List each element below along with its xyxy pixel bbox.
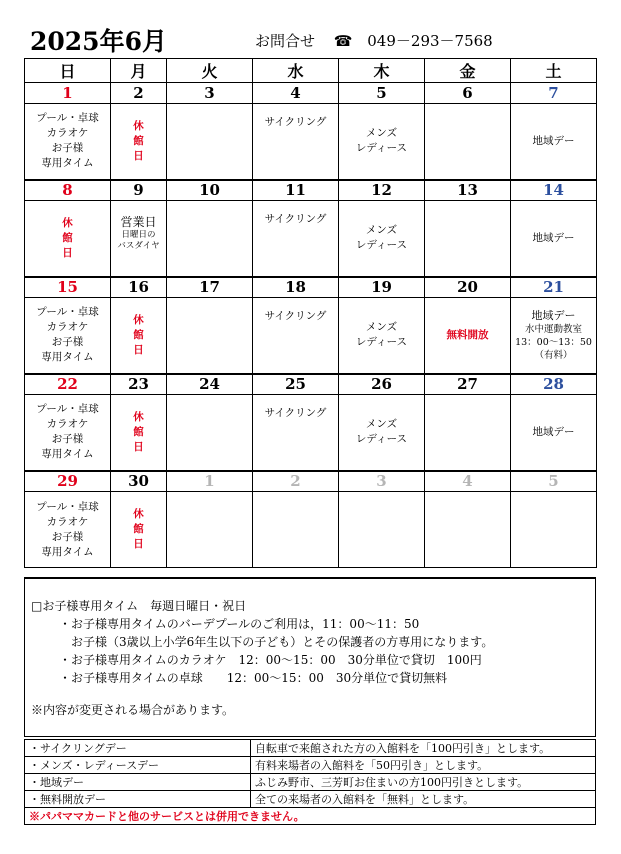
kids-time-cell: プール・卓球 カラオケ お子様 専用タイム [25,492,111,568]
date-cell: 10 [167,180,253,201]
local-day-cell: 地域デー [511,201,597,277]
free-open-cell: 無料開放 [425,298,511,374]
notes-line: ・お子様専用タイムのカラオケ 12：00～15：00 30分単位で貸切 100円 [59,653,482,667]
notes-section [24,577,596,737]
empty-cell [167,395,253,471]
calendar-table [24,58,597,568]
legend-name: ・メンズ・レディースデー [25,757,251,774]
weekday-sat: 土 [511,59,597,83]
date-cell: 23 [111,374,167,395]
date-cell: 21 [511,277,597,298]
event-row [25,201,597,277]
legend-name: ・無料開放デー [25,791,251,808]
local-day-cell: 地域デー 水中運動教室 13：00～13：50 （有料） [511,298,597,374]
date-row [25,180,597,201]
date-cell: 13 [425,180,511,201]
date-cell-next-month: 4 [425,471,511,492]
legend-desc: ふじみ野市、三芳町お住まいの方100円引きとします。 [251,774,596,791]
mens-ladies-cell: メンズ レディース [339,104,425,180]
cycling-cell: サイクリング [253,298,339,374]
legend-name: ・サイクリングデー [25,740,251,757]
notes-line: お子様（3歳以上小学6年生以下の子ども）とその保護者の方専用になります。 [71,635,494,649]
legend-desc: 自転車で来館された方の入館料を「100円引き」とします。 [251,740,596,757]
kids-time-cell: プール・卓球 カラオケ お子様 専用タイム [25,395,111,471]
footer-warning: ※パパママカードと他のサービスとは併用できません。 [25,808,596,825]
contact-info [255,30,493,51]
event-row [25,395,597,471]
closed-day-cell: 休 館 日 [25,201,111,277]
weekday-header-row [25,59,597,83]
closed-day-cell: 休 館 日 [111,492,167,568]
date-cell: 30 [111,471,167,492]
date-cell: 3 [167,83,253,104]
legend-row [25,740,596,757]
legend-desc: 有料来場者の入館料を「50円引き」とします。 [251,757,596,774]
empty-cell [167,492,253,568]
date-cell: 26 [339,374,425,395]
date-cell: 6 [425,83,511,104]
date-cell: 29 [25,471,111,492]
date-cell: 28 [511,374,597,395]
date-row [25,83,597,104]
change-notice: ※内容が変更される場合があります。 [31,703,235,717]
legend-desc: 全ての来場者の入館料を「無料」とします。 [251,791,596,808]
date-cell: 8 [25,180,111,201]
empty-cell [425,104,511,180]
legend-table [24,739,596,825]
phone-number: 049－293－7568 [367,32,493,50]
date-cell-next-month: 5 [511,471,597,492]
empty-cell [425,395,511,471]
mens-ladies-cell: メンズ レディース [339,298,425,374]
weekday-sun: 日 [25,59,111,83]
cycling-cell: サイクリング [253,395,339,471]
date-row [25,277,597,298]
empty-cell [425,492,511,568]
empty-cell [339,492,425,568]
page-header [30,22,600,58]
legend-row [25,757,596,774]
local-day-cell: 地域デー [511,395,597,471]
date-cell: 5 [339,83,425,104]
notes-line: ・お子様専用タイムの卓球 12：00～15：00 30分単位で貸切無料 [59,671,448,685]
date-row [25,471,597,492]
notes-heading: □お子様専用タイム 毎週日曜日・祝日 [31,599,247,613]
weekday-thu: 木 [339,59,425,83]
notes-line: ・お子様専用タイムのバーデプールのご利用は，11：00～11：50 [59,617,420,631]
event-row [25,104,597,180]
mens-ladies-cell: メンズ レディース [339,201,425,277]
legend-row [25,791,596,808]
open-day-cell: 営業日 日曜日の バスダイヤ [111,201,167,277]
empty-cell [425,201,511,277]
legend-name: ・地域デー [25,774,251,791]
legend-row [25,774,596,791]
closed-day-cell: 休 館 日 [111,298,167,374]
empty-cell [167,201,253,277]
date-cell: 16 [111,277,167,298]
date-cell: 15 [25,277,111,298]
date-cell: 14 [511,180,597,201]
date-cell: 2 [111,83,167,104]
weekday-fri: 金 [425,59,511,83]
date-cell: 18 [253,277,339,298]
cycling-cell: サイクリング [253,104,339,180]
date-cell: 24 [167,374,253,395]
empty-cell [167,104,253,180]
weekday-wed: 水 [253,59,339,83]
date-cell: 4 [253,83,339,104]
date-cell: 7 [511,83,597,104]
date-row [25,374,597,395]
date-cell: 17 [167,277,253,298]
empty-cell [253,492,339,568]
closed-day-cell: 休 館 日 [111,104,167,180]
page-title: 2025年6月 [30,27,167,56]
date-cell-next-month: 3 [339,471,425,492]
local-day-cell: 地域デー [511,104,597,180]
date-cell: 12 [339,180,425,201]
event-row [25,492,597,568]
date-cell-next-month: 2 [253,471,339,492]
weekday-tue: 火 [167,59,253,83]
date-cell: 27 [425,374,511,395]
date-cell: 11 [253,180,339,201]
event-row [25,298,597,374]
date-cell: 22 [25,374,111,395]
closed-day-cell: 休 館 日 [111,395,167,471]
date-cell: 1 [25,83,111,104]
kids-time-cell: プール・卓球 カラオケ お子様 専用タイム [25,298,111,374]
weekday-mon: 月 [111,59,167,83]
cycling-cell: サイクリング [253,201,339,277]
empty-cell [511,492,597,568]
kids-time-cell: プール・卓球 カラオケ お子様 専用タイム [25,104,111,180]
telephone-icon: ☎ [333,32,353,50]
date-cell: 19 [339,277,425,298]
date-cell: 20 [425,277,511,298]
footer-row [25,808,596,825]
date-cell: 25 [253,374,339,395]
contact-label: お問合せ [255,32,316,50]
date-cell-next-month: 1 [167,471,253,492]
date-cell: 9 [111,180,167,201]
empty-cell [167,298,253,374]
mens-ladies-cell: メンズ レディース [339,395,425,471]
